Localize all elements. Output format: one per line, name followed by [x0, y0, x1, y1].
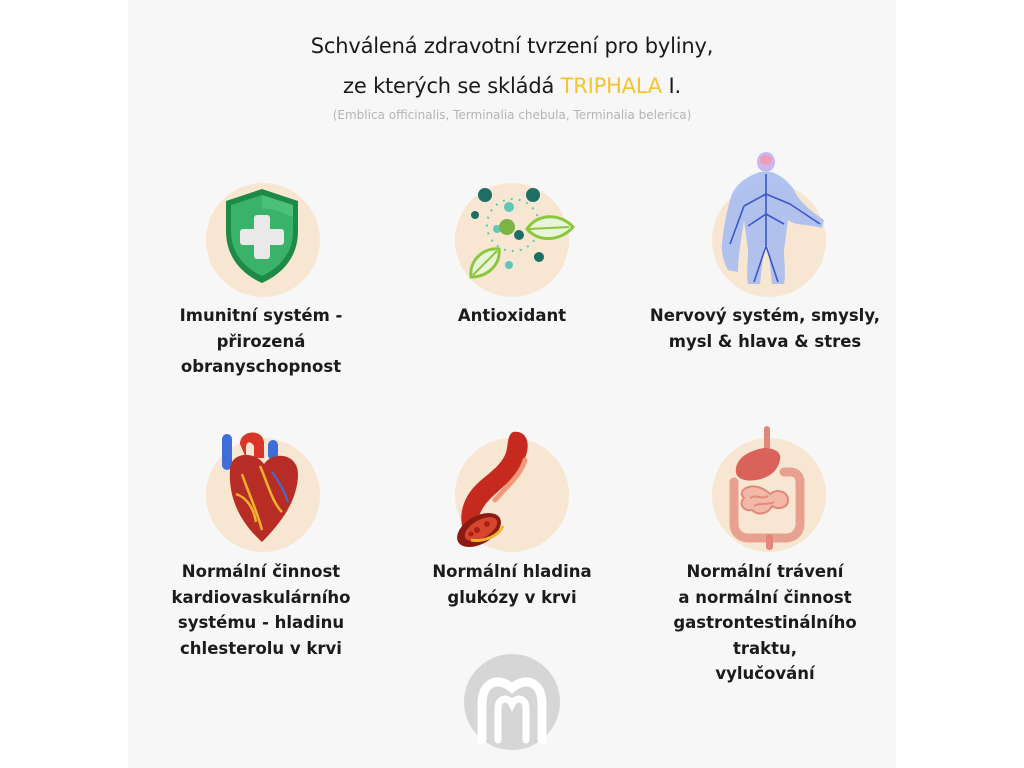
brand-logo-icon [464, 654, 560, 750]
claim-2-label: Antioxidant [457, 306, 567, 325]
page-title-line1: Schválená zdravotní tvrzení pro byliny, [310, 34, 714, 58]
claim-4-icon [202, 422, 322, 557]
claim-3-label: Nervový systém, smysly, mysl & hlava & stres [649, 306, 881, 351]
claim-5-icon [451, 422, 571, 557]
title-suffix: I. [661, 74, 681, 98]
digestive-system-icon [708, 422, 828, 557]
blood-vessel-icon [451, 422, 571, 557]
claim-3-icon [708, 154, 828, 289]
subtitle-latin-names: (Emblica officinalis, Terminalia chebula, Terminalia belerica) [332, 108, 692, 122]
brand-name: TRIPHALA [560, 74, 662, 98]
heart-icon [202, 422, 322, 557]
page-title-line2 [128, 74, 896, 98]
title-prefix: ze kterých se skládá [343, 74, 561, 98]
claim-2-icon [451, 167, 571, 302]
main-panel [128, 0, 896, 768]
claim-1-label: Imunitní systém - přirozená obranyschopnost [179, 306, 343, 376]
nervous-system-icon [708, 154, 828, 289]
claim-4-label: Normální činnost kardiovaskulárního systému - hladinu chlesterolu v krvi [171, 562, 351, 658]
claim-1-icon [202, 167, 322, 302]
antioxidant-molecules-icon [451, 167, 571, 302]
shield-plus-icon [202, 167, 322, 302]
claim-6-label: Normální trávení a normální činnost gastrontestinálního traktu, vylučování [673, 562, 857, 683]
claim-6-icon [708, 422, 828, 557]
claim-5-label: Normální hladina glukózy v krvi [432, 562, 592, 607]
